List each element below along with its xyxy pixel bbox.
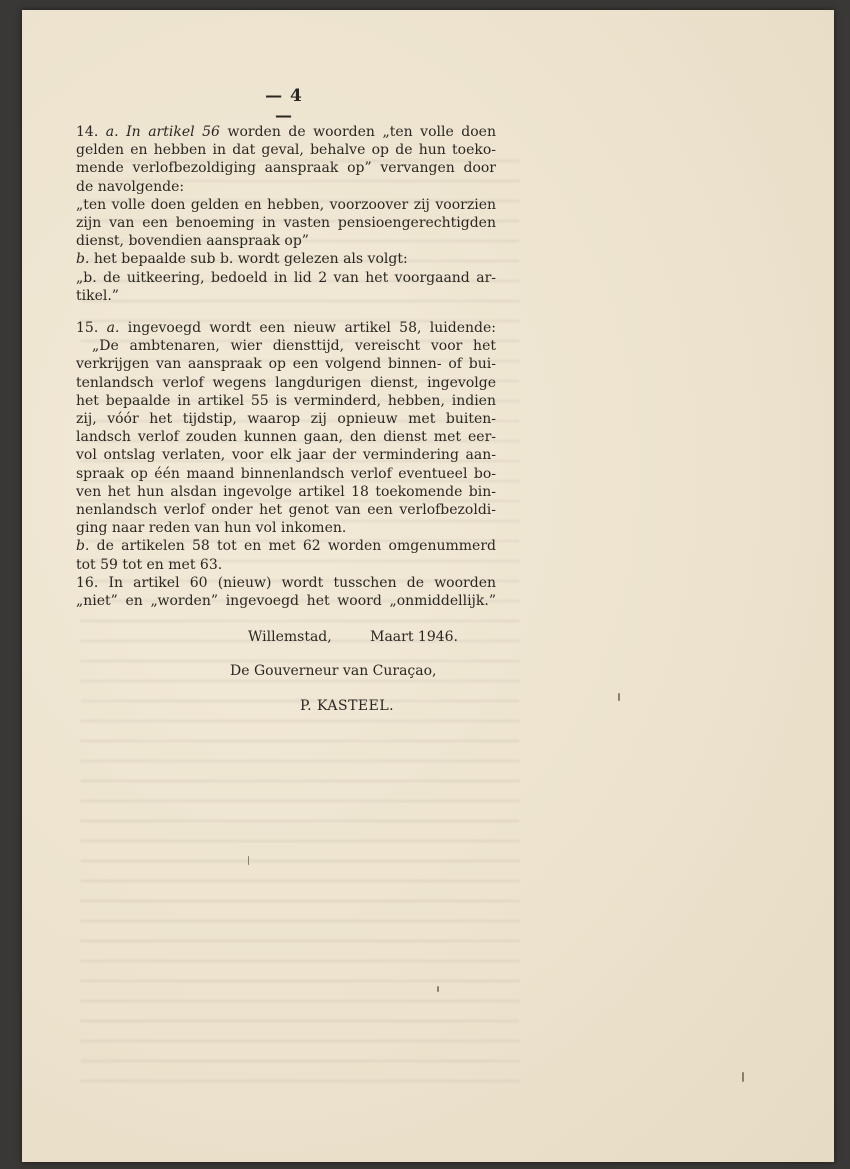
text-line: vol ontslag verlaten, voor elk jaar der vermindering aan- xyxy=(76,447,496,464)
governor-title: De Gouverneur van Curaçao, xyxy=(230,663,437,679)
date: Maart 1946. xyxy=(370,629,458,645)
text-line: b. de artikelen 58 tot en met 62 worden omgenummerd xyxy=(76,538,496,555)
text-line: tikel.” xyxy=(76,287,119,304)
text-line: „De ambtenaren, wier diensttijd, vereischt voor het xyxy=(92,338,496,355)
paper-speck xyxy=(248,856,249,865)
section-16 xyxy=(76,574,496,610)
paper-speck xyxy=(437,986,439,992)
text-line: b. het bepaalde sub b. wordt gelezen als volgt: xyxy=(76,251,408,268)
paper-speck xyxy=(618,693,620,701)
text-line: landsch verlof zouden kunnen gaan, den dienst met eer- xyxy=(76,429,496,446)
text-line: „niet” en „worden” ingevoegd het woord „onmiddellijk.” xyxy=(76,593,496,610)
text-line: zij, vóór het tijdstip, waarop zij opnieuw met buiten- xyxy=(76,411,496,428)
text-line: dienst, bovendien aanspraak op” xyxy=(76,233,309,250)
section-14 xyxy=(76,123,496,305)
text-line: tenlandsch verlof wegens langdurigen dienst, ingevolge xyxy=(76,374,496,391)
text-line: ging naar reden van hun vol inkomen. xyxy=(76,520,347,537)
place-date-line xyxy=(248,629,458,645)
signature-name: P. KASTEEL. xyxy=(300,698,395,714)
body-text xyxy=(76,123,496,610)
text-line: „ten volle doen gelden en hebben, voorzoover zij voorzien xyxy=(76,196,496,213)
text-line: 16. In artikel 60 (nieuw) wordt tusschen de woorden xyxy=(76,574,496,591)
text-line: 14. a. In artikel 56 worden de woorden „ten volle doen xyxy=(76,124,496,140)
text-line: het bepaalde in artikel 55 is verminderd, hebben, indien xyxy=(76,392,496,409)
text-line: gelden en hebben in dat geval, behalve op de hun toeko- xyxy=(76,142,496,159)
paper-speck xyxy=(742,1072,744,1082)
text-line: mende verlofbezoldiging aanspraak op” vervangen door xyxy=(76,160,496,177)
text-line: nenlandsch verlof onder het genot van een verlofbezoldi- xyxy=(76,502,496,519)
text-line: de navolgende: xyxy=(76,178,185,195)
page-number: — 4 — xyxy=(265,86,303,126)
text-line: tot 59 tot en met 63. xyxy=(76,556,223,573)
text-line: zijn van een benoeming in vasten pensioengerechtigden xyxy=(76,215,496,232)
section-15 xyxy=(76,319,496,574)
document-page xyxy=(22,10,834,1162)
text-line: ven het hun alsdan ingevolge artikel 18 toekomende bin- xyxy=(76,483,496,500)
place: Willemstad, xyxy=(248,629,332,645)
text-line: 15. a. ingevoegd wordt een nieuw artikel 58, luidende: xyxy=(76,320,496,337)
text-line: spraak op één maand binnenlandsch verlof eventueel bo- xyxy=(76,465,496,482)
text-line: verkrijgen van aanspraak op een volgend binnen- of bui- xyxy=(76,356,496,373)
text-line: „b. de uitkeering, bedoeld in lid 2 van het voorgaand ar- xyxy=(76,269,496,286)
